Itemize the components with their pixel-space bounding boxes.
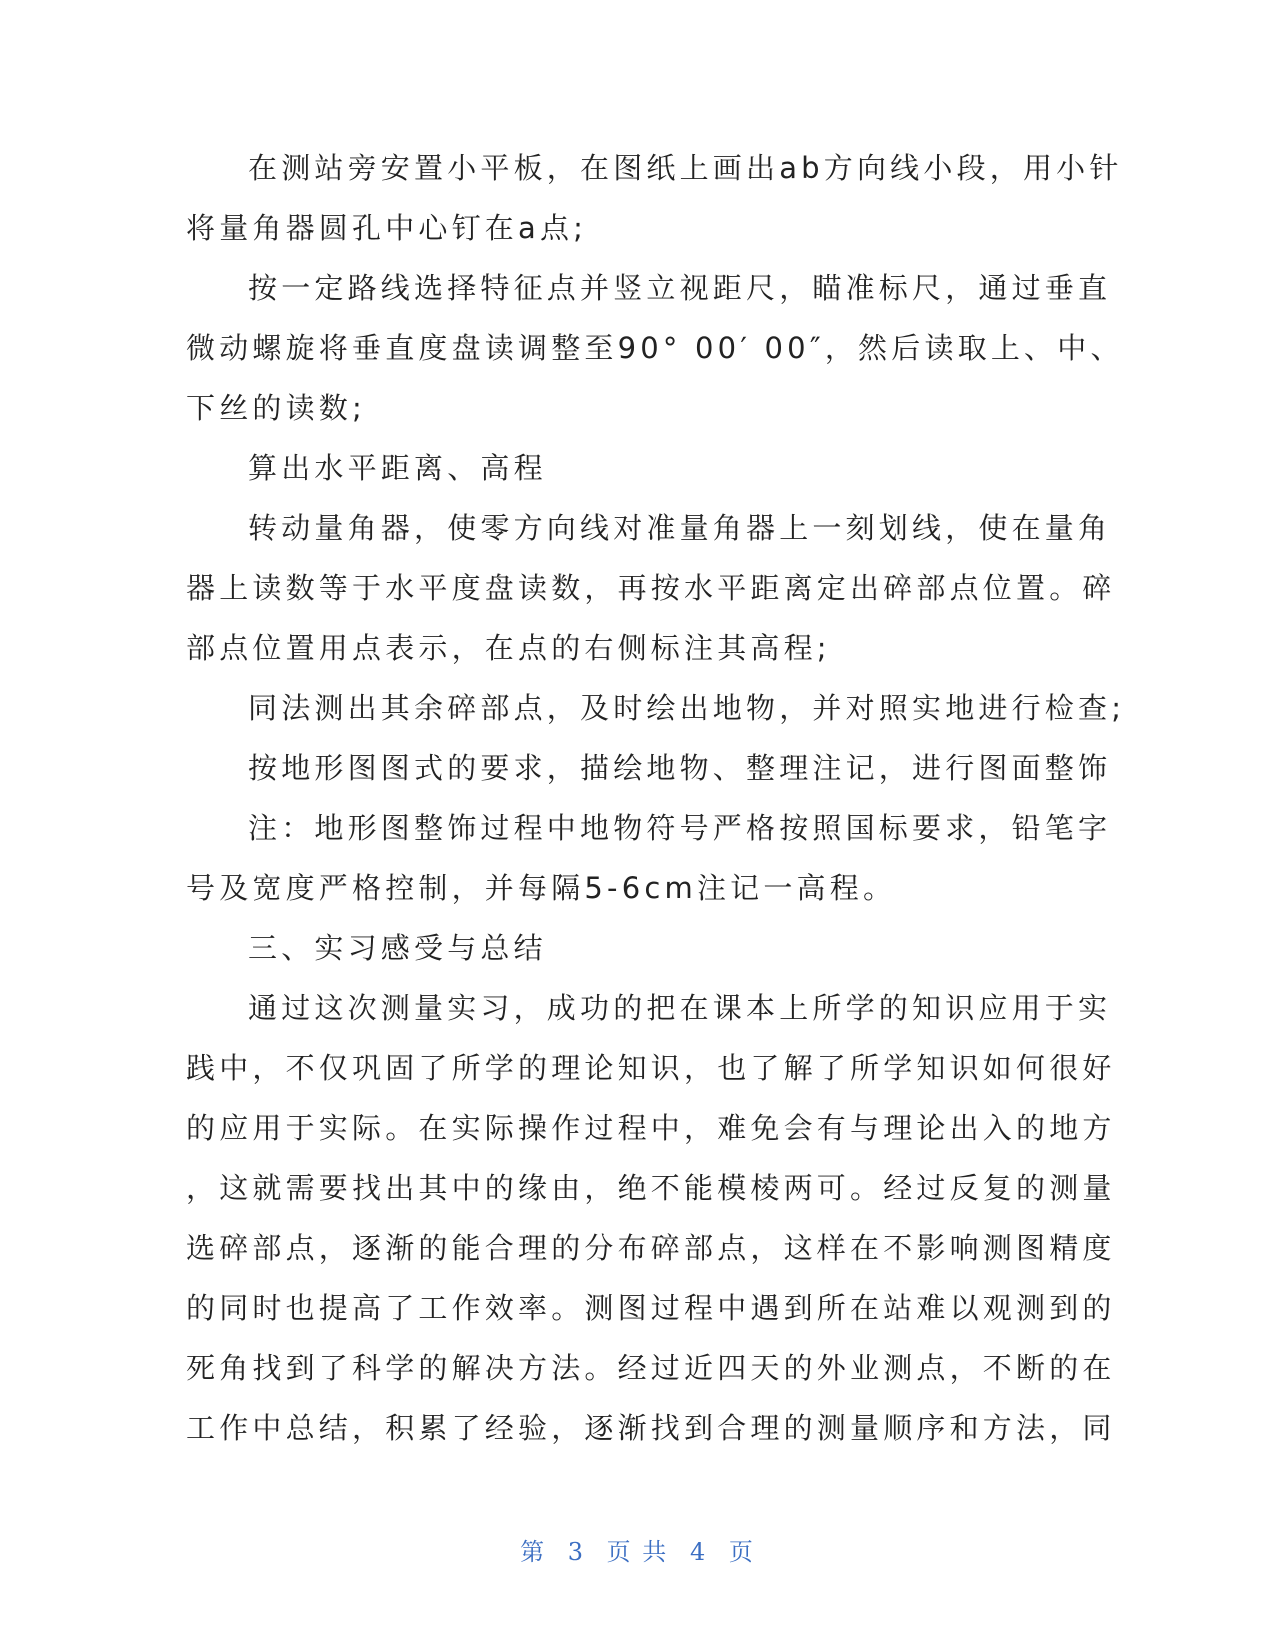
text-line: 部点位置用点表示，在点的右侧标注其高程;: [186, 631, 831, 665]
footer-label-page: 第: [520, 1538, 547, 1566]
text-line: 器上读数等于水平度盘读数，再按水平距离定出碎部点位置。碎: [186, 571, 1116, 605]
page-footer: [0, 1532, 1275, 1567]
text-line: 的同时也提高了工作效率。测图过程中遇到所在站难以观测到的: [186, 1291, 1116, 1325]
document-body: [186, 138, 1126, 1458]
text-line: 按地形图图式的要求，描绘地物、整理注记，进行图面整饰: [248, 751, 1112, 785]
section-heading: 三、实习感受与总结: [248, 931, 547, 965]
text-line: 转动量角器，使零方向线对准量角器上一刻划线，使在量角: [248, 511, 1112, 545]
text-line: 选碎部点，逐渐的能合理的分布碎部点，这样在不影响测图精度: [186, 1231, 1116, 1265]
text-line: 在测站旁安置小平板，在图纸上画出ab方向线小段，用小针: [248, 151, 1123, 185]
text-line: 将量角器圆孔中心钉在a点;: [186, 211, 588, 245]
text-line: 同法测出其余碎部点，及时绘出地物，并对照实地进行检查;: [248, 691, 1126, 725]
total-pages-number: 4: [689, 1538, 708, 1566]
text-line: 工作中总结，积累了经验，逐渐找到合理的测量顺序和方法，同: [186, 1411, 1116, 1445]
footer-label-of: 页 共: [606, 1538, 669, 1566]
text-line: 注：地形图整饰过程中地物符号严格按照国标要求，铅笔字: [248, 811, 1112, 845]
current-page-number: 3: [567, 1538, 586, 1566]
text-line: 通过这次测量实习，成功的把在课本上所学的知识应用于实: [248, 991, 1112, 1025]
text-line: ，这就需要找出其中的缘由，绝不能模棱两可。经过反复的测量: [186, 1171, 1116, 1205]
text-line: 号及宽度严格控制，并每隔5-6cm注记一高程。: [186, 871, 897, 905]
text-line: 的应用于实际。在实际操作过程中，难免会有与理论出入的地方: [186, 1111, 1116, 1145]
text-line: 算出水平距离、高程: [248, 451, 547, 485]
text-line: 死角找到了科学的解决方法。经过近四天的外业测点，不断的在: [186, 1351, 1116, 1385]
text-line: 践中，不仅巩固了所学的理论知识，也了解了所学知识如何很好: [186, 1051, 1116, 1085]
footer-label-end: 页: [728, 1538, 755, 1566]
text-line: 下丝的读数;: [186, 391, 366, 425]
text-line: 微动螺旋将垂直度盘读调整至90° 00′ 00″，然后读取上、中、: [186, 331, 1124, 365]
text-line: 按一定路线选择特征点并竖立视距尺，瞄准标尺，通过垂直: [248, 271, 1112, 305]
